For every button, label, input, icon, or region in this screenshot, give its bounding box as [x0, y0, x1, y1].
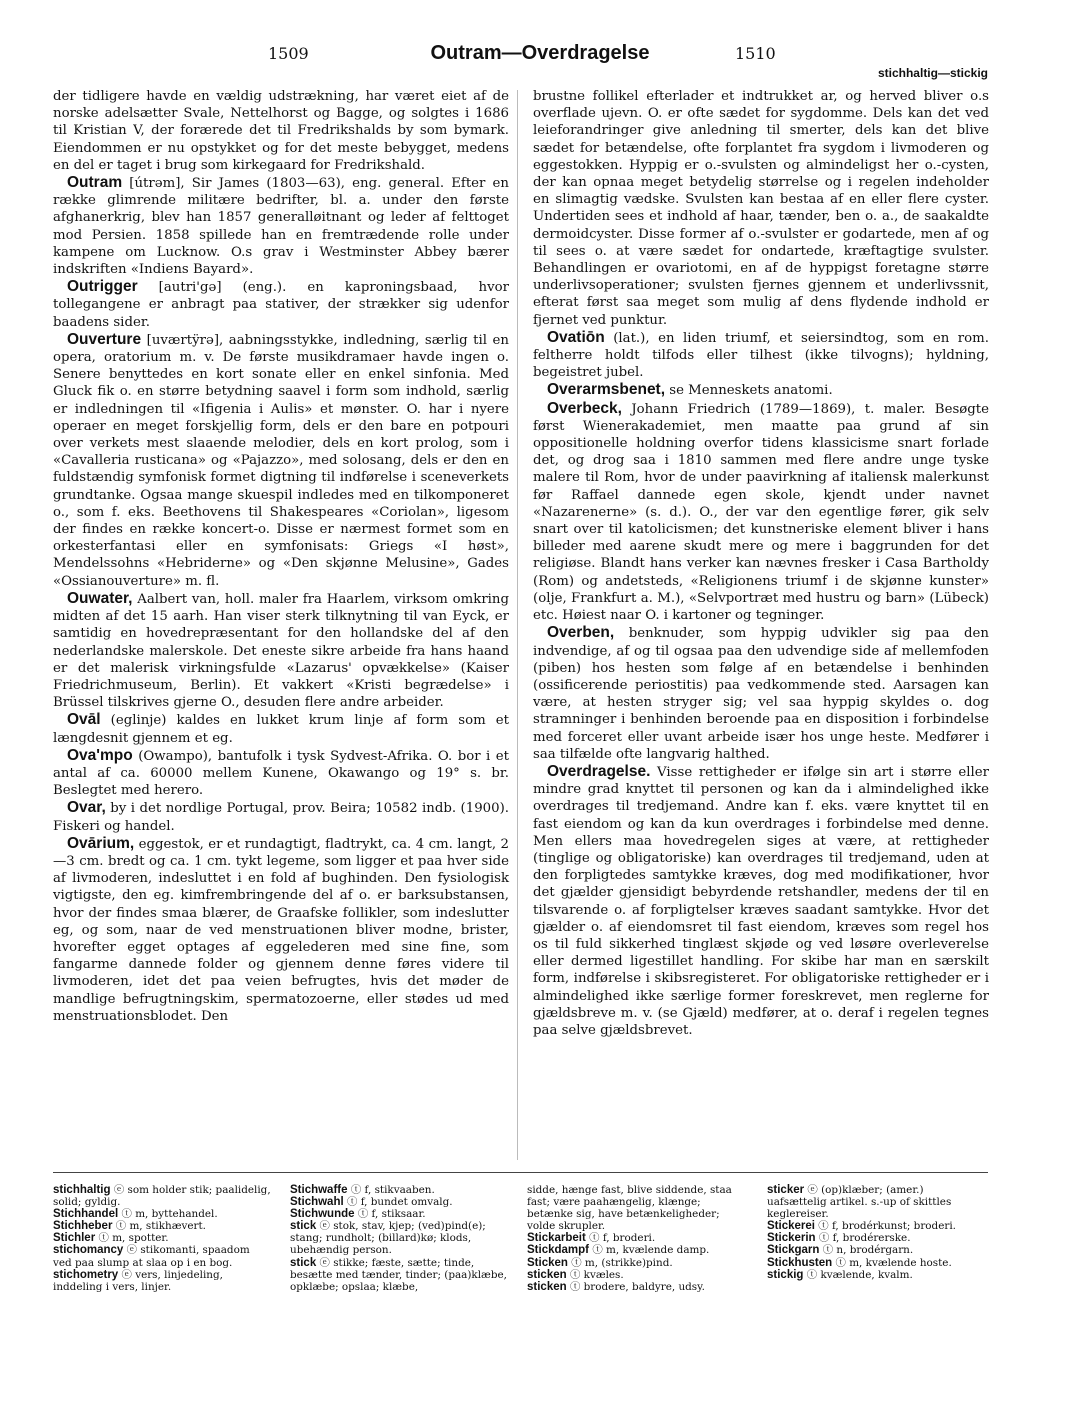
footer-entry: stick ⓔ stok, stav, kjep; (ved)pind(e); stang; rundholt; (billard)kø; klods, ubehændig person.	[290, 1220, 486, 1257]
footer-entry: stickig ⓣ kvælende, kvalm.	[767, 1268, 913, 1281]
left-column	[53, 88, 509, 1025]
entry-paragraph: Ovatiōn (lat.), en liden triumf, et seiersindtog, som en rom. feltherre holdt tilfods eller tilhest (ikke tilvogns); hyldning, begeistret jubel.	[533, 328, 989, 381]
entry-headword: Overbeck,	[547, 399, 622, 417]
entry-paragraph: Outram [útrəm], Sir James (1803—63), eng. general. Efter en række glimrende militære bedrifter, bl. a. under den første afghanerkrig, blev han 1857 generalløitnant og leder af felttoget mod Persien. 1858 spillede han en fremtrædende rolle under kampene om Lucknow. O.s grav i Westminster Abbey bærer indskriften «Indiens Bayard».	[53, 174, 509, 278]
guide-word: stichhaltig—stickig	[877, 66, 988, 80]
footer-column-3	[527, 1184, 745, 1293]
entry-headword: Outrigger	[67, 278, 138, 296]
footer-entry: Stickgarn ⓣ n, brodérgarn.	[767, 1244, 914, 1257]
footer-entry: Stichler ⓣ m, spotter.	[53, 1232, 169, 1245]
footer-entry: stichhaltig ⓔ som holder stik; paalidelig, solid; gyldig.	[53, 1184, 271, 1209]
right-column	[533, 88, 989, 1039]
entry-headword: Overben,	[547, 624, 615, 642]
footer-entry: sticken ⓣ kvæles.	[527, 1268, 624, 1281]
entry-headword: Ovārium,	[67, 834, 135, 852]
footer-column-1	[53, 1184, 271, 1293]
entry-headword: Ova'mpo	[67, 746, 133, 764]
entry-paragraph: Ouwater, Aalbert van, holl. maler fra Haarlem, virksom omkring midten af det 15 aarh. Han viser sterk tilknytning til van Eyck, er samtidig en hovedrepræsentant for den hollandske del af den nederlandske malerskole. Det eneste sikre arbeide fra hans haand er det malerisk virkningsfulde «Lazarus' opvækkelse» (Kaiser Friedrichmuseum, Berlin). Et vakkert «Kristi begrædelse» i Brüssel tilskrives gjerne O., desuden flere andre arbeider.	[53, 589, 510, 711]
entry-headword: Ovar,	[67, 799, 106, 817]
footer-entry: Stichwahl ⓣ f, bundet omvalg.	[290, 1196, 453, 1209]
footer-rule	[53, 1172, 988, 1173]
entry-paragraph: Ovāl (eglinje) kaldes en lukket krum linje af form som et længdesnit gjennem et eg.	[53, 711, 509, 746]
footer-entry: Stickhusten ⓣ m, kvælende hoste.	[767, 1256, 952, 1269]
page-number-right: 1510	[735, 44, 776, 63]
entry-paragraph: Outrigger [autri'gə] (eng.). en kaproningsbaad, hvor tollegangene er anbragt paa stativer, der strækker sig udenfor baadens sider.	[53, 278, 509, 330]
entry-headword: Ovāl	[67, 711, 101, 729]
footer-entry: stichomancy ⓔ stikomanti, spaadom ved paa slump at slaa op i en bog.	[53, 1244, 250, 1269]
page-header	[0, 44, 1080, 68]
footer-column-4	[767, 1184, 985, 1281]
page-number-left: 1509	[268, 44, 309, 63]
entry-paragraph: Ova'mpo (Owampo), bantufolk i tysk Sydvest-Afrika. O. bor i et antal af ca. 60000 mellem Kunene, Okawango og 19° s. br. Beslegtet med herero.	[53, 746, 509, 799]
footer-entry: stichometry ⓔ vers, linjedeling, inddeling i vers, linjer.	[53, 1268, 223, 1293]
footer-entry: Sticken ⓣ m, (strikke)pind.	[527, 1256, 673, 1269]
column-divider	[517, 90, 518, 1160]
entry-headword: Outram	[67, 174, 123, 192]
footer-entry: Stickerin ⓣ f, brodérerske.	[767, 1232, 911, 1245]
entry-headword: Ouwater,	[67, 589, 133, 607]
footer-entry: Stickarbeit ⓣ f, broderi.	[527, 1232, 656, 1245]
footer-entry: Stickdampf ⓣ m, kvælende damp.	[527, 1244, 710, 1257]
entry-paragraph: Overdragelse. Visse rettigheder er ifølge sin art i større eller mindre grad knyttet til personen og kan da i almindelighed ikke overdrages til tredjemand. Andre kan f. eks. være knyttet til en fast eiendom og kan da kun overdrages i forbindelse med denne. Men ellers maa hovedregelen siges at være, at rettigheder (tinglige og obligatoriske) kan overdrages til tredjemand, uden at den forpligtedes samtykke kræves, dog med modifikationer, hvor det gjælder gjensidigt bebyrdende retshandler, medens der til en tilsvarende o. af forpligtelser kræves saadant samtykke. Hvor det gjælder o. af eiendomsret til fast eiendom, kræves som regel hos os til fuld sikkerhed tinglæst skjøde og ved løsøre overleverelse eller dermed ligestillet handling. For skibe har man en særskilt form, indførelse i skibsregisteret. For obligatoriske rettigheder er i almindelighed ikke særlige former foreskrevet, men reglerne for gjældsbreve m. v. (se Gjæld) medfører, at o. deraf i regelen tegnes paa selve gjældsbrevet.	[533, 762, 989, 1038]
footer-entry: Stichheber ⓣ m, stikhævert.	[53, 1220, 206, 1233]
entry-headword: Ouverture	[67, 330, 142, 348]
footer-entry: sticken ⓣ brodere, baldyre, udsy.	[527, 1280, 705, 1293]
footer-entry: sticker ⓔ (op)klæber; (amer.) uafsættelig artikel. s.-up of skittles keglereiser.	[767, 1184, 952, 1221]
footer-entry: Stickerei ⓣ f, brodérkunst; broderi.	[767, 1220, 956, 1233]
entry-paragraph: brustne follikel efterlader et indtrukket ar, og herved bliver o.s overflade ujevn. O. er ofte sædet for sygdomme. Dels kan det ved leieforandringer give anledning til smerter, dels kan det blive sædet for betændelse, ofte forplantet fra sygdom i livmoderen og eggestokken. Hyppig er o.-svulsten og almindeligst her o.-cysten, der kan opnaa meget betydelig størrelse og i regelen indeholder en slimagtig vædske. Svulsten kan bestaa af en eller flere cyster. Undertiden sees et indhold af haar, tænder, ben o. a., de saakaldte dermoidcyster. Disse former af o.-svulster er godartede, men af og til sees o. at være sædet for ondartede, kræftagtige svulster. Behandlingen er ovariotomi, en af de hyppigst foretagne større underlivsoperationer; svulsten fjernes gjennem et underlivssnit, efterat først saa meget som mulig af dens flydende indhold er fjernet ved punktur.	[533, 89, 989, 328]
entry-paragraph: Ovar, by i det nordlige Portugal, prov. Beira; 10582 indb. (1900). Fiskeri og handel.	[53, 799, 509, 834]
footer-entry: stick ⓔ stikke; fæste, sætte; tinde, besætte med tænder, tinder; (paa)klæbe, opklæbe; opslaa; klæbe,	[290, 1256, 507, 1293]
entry-paragraph: Overarmsbenet, se Menneskets anatomi.	[547, 381, 833, 399]
page-title: Outram—Overdragelse	[430, 42, 650, 64]
footer-entry: Stichhandel ⓣ m, byttehandel.	[53, 1208, 218, 1221]
entry-paragraph: Ouverture [uværtÿrə], aabningsstykke, indledning, særlig til en opera, oratorium m. v. De første musikdramaer havde ingen o. Senere benyttedes en kort sonate eller en enkel sinfonia. Med Gluck fik o. en større betydning saavel i form som indhold, særlig er indledningen til «Ifigenia i Aulis» et mønster. O. har i nyere operaer en meget forskjellig form, dels er den bare en potpouri over verkets mest slaaende melodier, dels en kort prolog, som i «Cavalleria rusticana» og «Pajazzo», med solosang, dels er den en fuldstændig symfonisk formet digtning til indførelse i sceneverkets grundtanke. Ogsaa mange skuespil indledes med en tilkomponeret o., som f. eks. Beethovens til Shakespeares «Coriolan», ligesom der findes en række koncert-o. Disse er nærmest formet som en orkesterfantasi eller en symfonisats: Griegs «I høst», Mendelssohns «Hebriderne» og «Den skjønne Melusine», Gades «Ossianouverture» m. fl.	[53, 330, 509, 589]
entry-paragraph: Overbeck, Johann Friedrich (1789—1869), t. maler. Besøgte først Wienerakademiet, men maatte paa grund af sin oppositionelle holdning overfor tidens klassicisme snart forlade det, og drog saa i 1810 sammen med flere andre unge tyske malere til Rom, hvor de under paavirkning af italiensk malerkunst før Raffael dannede egen skole, kjendt under navnet «Nazarenerne» (s. d.). O., der var den egentlige fører, gik selv snart over til katolicismen; det kunstneriske element bliver i hans billeder med aarene skudt mere og mere i baggrunden for det religiøse. Blandt hans verker kan nævnes fresker i Casa Bartholdy (Rom) og andetsteds, «Religionens triumf i de skjønne kunster» (olje, Frankfurt a. M.), «Selvportræt med hustru og barn» (Lübeck) etc. Høiest naar O. i kartoner og tegninger.	[533, 399, 989, 624]
footer-entry: sidde, hænge fast, blive siddende, staa fast; være paahængelig, klænge; betænke sig, have betænkeligheder; volde skrupler.	[527, 1184, 732, 1233]
entry-paragraph: der tidligere havde en vældig udstrækning, har været eiet af de norske adelsætter Svale, Nettelhorst og Bagge, og solgtes i 1686 til Kristian V, der forærede det til Fredrikshalds by som bymark. Eiendommen er nu opstykket og for det meste bebygget, medens en del er taget i brug som kirkegaard for Fredrikshald.	[53, 89, 509, 173]
entry-paragraph: Ovārium, eggestok, er et rundagtigt, fladtrykt, ca. 4 cm. langt, 2—3 cm. bredt og ca. 1 cm. tykt legeme, som ligger et paa hver side af livmoderen, indesluttet i en fold af bughinden. Den fysiologisk vigtigste, den eg. kimfrembringende del af o. er barksubstansen, hvor der findes smaa blærer, de Graafske follikler, som indeslutter eg, og som, naar de ved menstruationen bliver modne, brister, hvorefter egget optages af eggelederen med sine fine, som fangarme dannede folder og gjennem denne føres videre til livmoderen, idet det paa veien befrugtes, hvis det møder de mandlige befrugtningskim, spermatozoerne, eller stødes ud med menstruationsblodet. Den	[53, 834, 509, 1024]
footer-entry: Stichwunde ⓣ f, stiksaar.	[290, 1208, 426, 1221]
footer-entry: Stichwaffe ⓣ f, stikvaaben.	[290, 1184, 435, 1196]
footer-column-2	[290, 1184, 508, 1293]
entry-paragraph: Overben, benknuder, som hyppig udvikler sig paa den indvendige, af og til ogsaa paa den udvendige side af mellemfoden (piben) hos hesten som følge af en betændelse i benhinden (ossificerende periostitis) paa vedkommende sted. Aarsagen kan være, at hesten stryger sig; vel saa hyppig skyldes o. dog stramninger i benhinden beroende paa en disposition i forbindelse med forceret eller uvant arbeide især hos unge heste. Medfører i saa tilfælde ofte langvarig halthed.	[533, 624, 989, 762]
entry-headword: Overdragelse.	[547, 762, 651, 780]
entry-headword: Ovatiōn	[547, 328, 605, 346]
entry-headword: Overarmsbenet,	[547, 381, 666, 399]
